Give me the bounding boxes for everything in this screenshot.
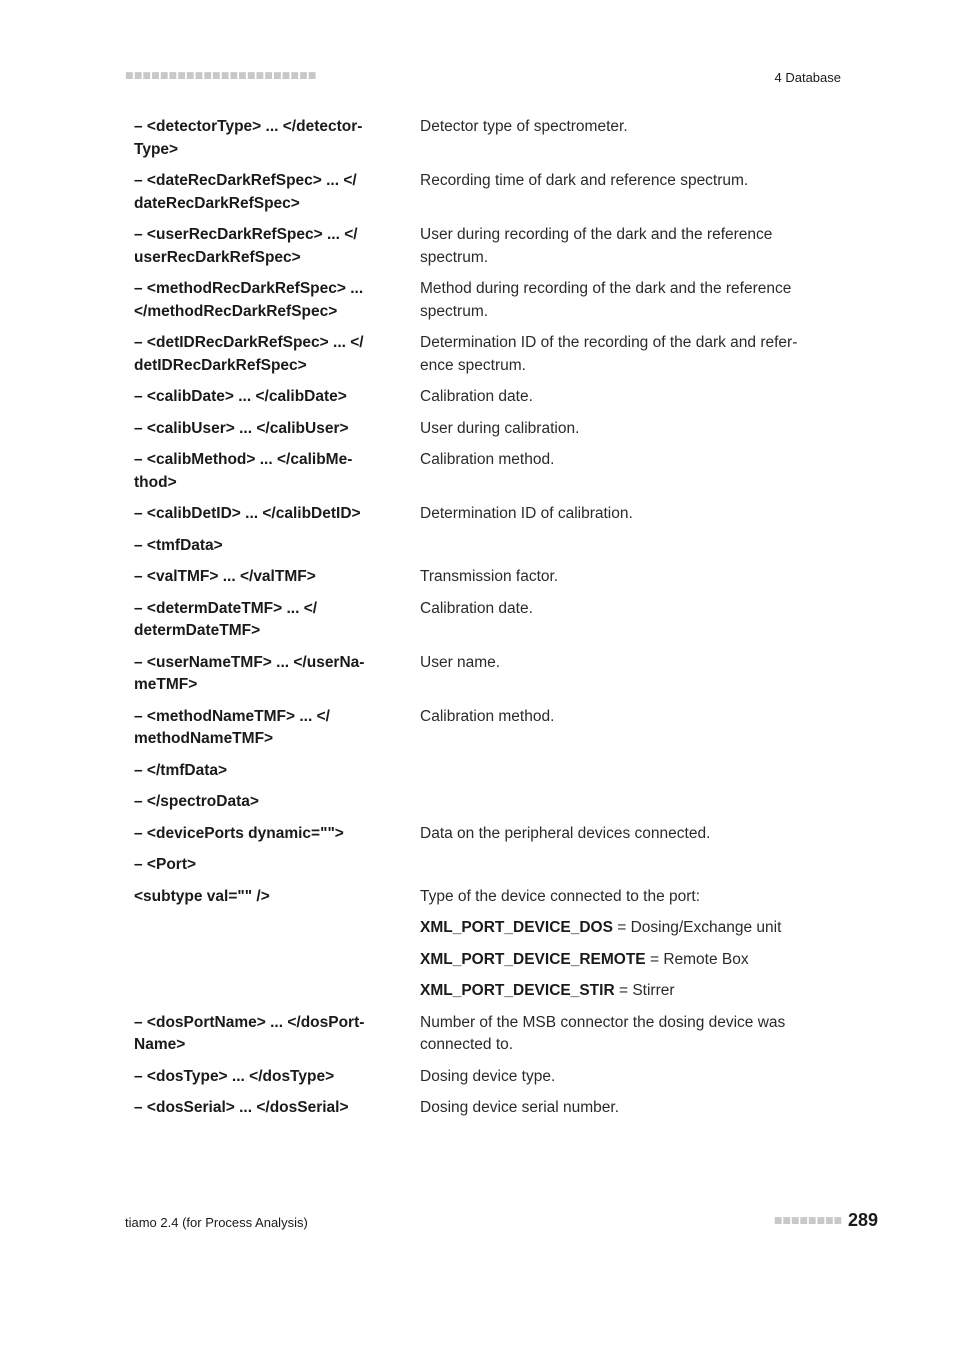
definition-row [134,652,834,706]
xml-element-term: – <methodRecDarkRefSpec> ... </methodRecDarkRefSpec> [134,280,364,320]
xml-element-term: – <dosSerial> ... </dosSerial> [134,1099,349,1116]
constant-meaning: = Remote Box [645,950,749,968]
element-description: Calibration method. [420,451,555,468]
element-description: Determination ID of calibration. [420,505,633,522]
element-description [420,949,834,981]
xml-element-term: – </spectroData> [134,793,259,810]
running-header-section: 4 Database [774,70,841,85]
xml-element-term: – <userRecDarkRefSpec> ... </ userRecDarkRefSpec> [134,226,358,266]
definition-row [134,760,834,792]
definition-row [134,386,834,418]
element-description [420,535,834,567]
xml-element-term: – <methodNameTMF> ... </ methodNameTMF> [134,707,330,747]
element-description: Transmission factor. [420,568,559,585]
definition-row [134,949,834,981]
element-description: Calibration date. [420,388,533,405]
xml-element-term: – <tmfData> [134,536,223,554]
element-description [420,791,834,823]
definition-row [134,886,834,918]
element-description: Method during recording of the dark and the reference spectrum. [420,280,792,320]
element-description: Number of the MSB connector the dosing device was connected to. [420,1013,786,1053]
definition-row [134,598,834,652]
element-description: User name. [420,653,501,671]
constant-meaning: = Stirrer [614,982,675,999]
header-decoration: ■■■■■■■■■■■■■■■■■■■■■■ [125,71,317,81]
xml-element-term [134,949,420,981]
element-description: Dosing device serial number. [420,1099,620,1116]
definition-row [134,170,834,224]
definition-row [134,503,834,535]
constant-name: XML_PORT_DEVICE_STIR [420,982,615,999]
element-description [420,854,834,886]
xml-element-term [134,980,420,1012]
definition-row [134,116,834,170]
element-description: Calibration method. [420,707,555,725]
xml-element-term: – <detIDRecDarkRefSpec> ... </ detIDRecDarkRefSpec> [134,334,364,374]
element-description: Calibration date. [420,599,533,617]
element-description: Dosing device type. [420,1067,556,1085]
footer-product: tiamo 2.4 (for Process Analysis) [125,1215,308,1230]
definition-row [134,1097,834,1129]
xml-element-term: – <calibDetID> ... </calibDetID> [134,505,361,522]
xml-element-term: – <Port> [134,856,197,873]
xml-element-term [134,917,420,949]
constant-name: XML_PORT_DEVICE_DOS [420,919,613,936]
element-description [420,980,834,1012]
xml-element-term: – <dateRecDarkRefSpec> ... </ dateRecDarkRefSpec> [134,172,357,212]
element-description: Recording time of dark and reference spectrum. [420,172,749,189]
xml-element-term: – <determDateTMF> ... </ determDateTMF> [134,599,318,639]
definition-row [134,706,834,760]
element-description: Determination ID of the recording of the dark and refer- ence spectrum. [420,334,798,374]
definition-row [134,566,834,598]
definition-row [134,980,834,1012]
xml-element-term: <subtype val="" /> [134,887,270,905]
xml-element-term: – <devicePorts dynamic=""> [134,824,344,842]
xml-element-term: – <calibMethod> ... </calibMe- thod> [134,451,353,491]
element-description: Detector type of spectrometer. [420,118,628,135]
xml-element-term: – <detectorType> ... </detector- Type> [134,118,363,158]
definition-row [134,418,834,450]
definition-table [134,116,834,1129]
element-description: Data on the peripheral devices connected. [420,824,711,842]
definition-row [134,278,834,332]
definition-row [134,791,834,823]
footer-decoration: ■■■■■■■■ [773,1215,842,1226]
constant-name: XML_PORT_DEVICE_REMOTE [420,950,646,968]
xml-element-term: – <userNameTMF> ... </userNa- meTMF> [134,653,365,693]
page-number: 289 [847,1210,878,1230]
element-description: User during recording of the dark and the reference spectrum. [420,226,773,266]
element-description [420,917,834,949]
element-description [420,760,834,792]
definition-row [134,823,834,855]
xml-element-term: – <dosType> ... </dosType> [134,1067,335,1085]
definition-row [134,1066,834,1098]
xml-element-term: – <calibDate> ... </calibDate> [134,388,347,405]
definition-row [134,854,834,886]
constant-meaning: = Dosing/Exchange unit [612,919,782,936]
xml-element-term: – <valTMF> ... </valTMF> [134,568,316,585]
element-description: Type of the device connected to the port: [420,887,701,905]
xml-element-term: – <dosPortName> ... </dosPort- Name> [134,1013,365,1053]
definition-row [134,917,834,949]
definition-row [134,449,834,503]
footer-pagination [774,1210,878,1231]
definition-row [134,535,834,567]
element-description: User during calibration. [420,419,580,437]
definition-row [134,224,834,278]
definition-row [134,332,834,386]
xml-element-term: – </tmfData> [134,761,228,779]
xml-element-term: – <calibUser> ... </calibUser> [134,419,349,437]
definition-row [134,1012,834,1066]
